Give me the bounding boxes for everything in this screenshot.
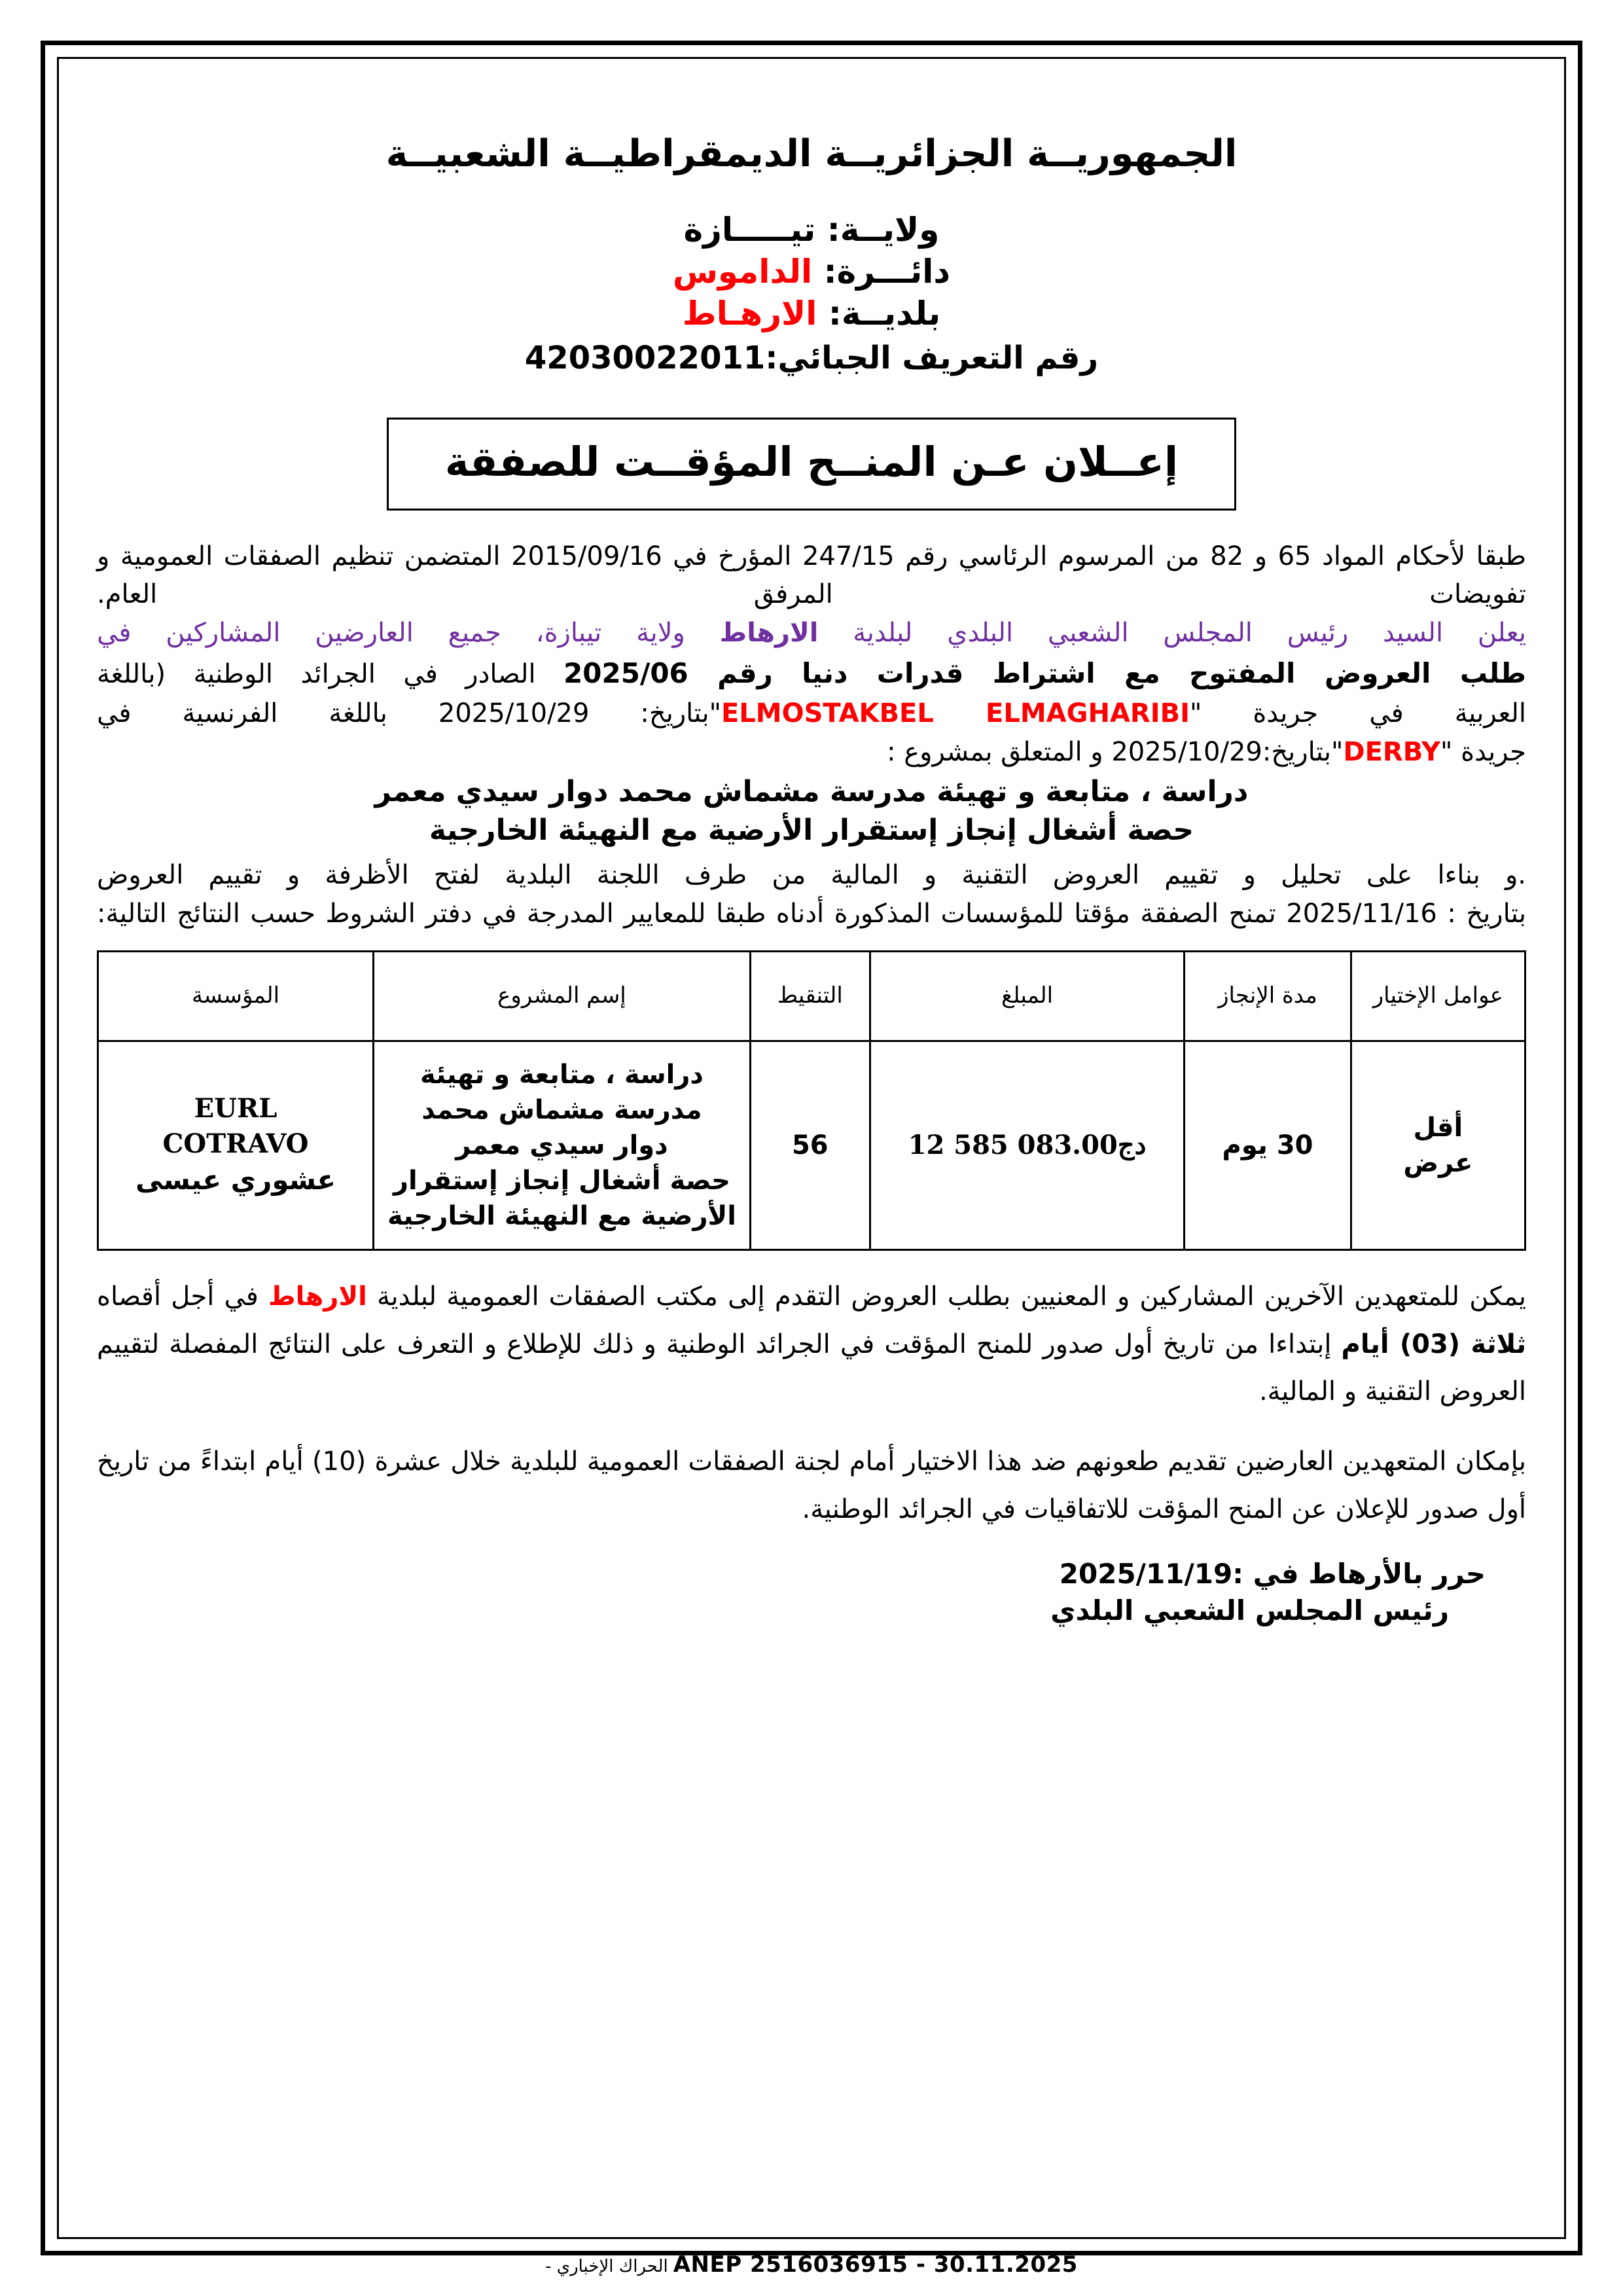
title-box-container [97,418,1526,511]
signature-signer-title: رئيس المجلس الشعبي البلدي [1050,1594,1449,1627]
announcement-title: إعــلان عـن المنــح المؤقــت للصفقة [444,438,1179,486]
signature-place-date: حرر بالأرهاط في :2025/11/19 [1059,1557,1486,1590]
page-footer [0,2251,1623,2278]
tender-number: 2025/06 [563,656,688,689]
daira-value: الداموس [672,252,813,291]
evaluation-paragraph-1: .و بناءا على تحليل و تقييم العروض التقنية و المالية من طرف اللجنة البلدية لفتح الأظرفة و تقييم العروض [97,859,1526,890]
score-header-text: التنقيط [777,982,843,1009]
appeal-paragraph-2: بإمكان المتعهدين العارضين تقديم طعونهم ضد هذا الاختيار أمام لجنة الصفقات العمومية للبلدية خلال عشرة (10) أيام ابتداءً من تاريخ أول صدور للإعلان عن المنح المؤقت للاتفاقيات في الجرائد الوطنية. [97,1446,1526,1524]
table-header-row [98,951,1525,1041]
announce-municipality: الارهاط [719,618,819,649]
appeal-paragraph-1 [97,1273,1526,1416]
page-inner-border [57,57,1566,2239]
body-paragraphs [97,538,1526,933]
footer-anep-reference: ANEP 2516036915 - 30.11.2025 [673,2251,1078,2278]
cell-criteria [1351,1041,1525,1249]
project-line-5: الأرضية مع النهيئة الخارجية [387,1200,736,1231]
project-header-text: إسم المشروع [497,982,626,1009]
project-line-4: حصة أشغال إنجاز إستقرار [393,1165,730,1196]
evaluation-paragraph-2: بتاريخ : 2025/11/16 تمنح الصفقة مؤقتا للمؤسسات المذكورة أدناه طبقا للمعايير المدرجة في دفتر الشروط حسب النتائج التالية: [97,899,1526,929]
legal-basis-paragraph: طبقا لأحكام المواد 65 و 82 من المرسوم الرئاسي رقم 247/15 المؤرخ في 2015/09/16 المتضمن تنظيم الصفقات العمومية و تفويضات المرفق العام. [97,541,1526,609]
daira-line [97,251,1526,293]
announcement-paragraph [97,615,1526,653]
appeal-municipality: الارهاط [268,1281,367,1312]
organization-arabic-name: عشوري عيسى [135,1164,336,1196]
project-line-3: دوار سيدي معمر [455,1130,668,1160]
appeal-deadline-days: ثلاثة (03) أيام [1341,1329,1527,1359]
amount-header-text: المبلغ [1001,982,1054,1009]
newspaper-ar-text-a: العربية في جريدة " [1189,698,1527,728]
criteria-line-1: أقل [1413,1112,1463,1143]
table-row [98,1041,1525,1249]
organization-header-text: المؤسسة [192,982,280,1009]
tender-reference-paragraph [97,654,1526,694]
column-header-organization [98,951,374,1041]
wilaya-line [97,209,1526,251]
table-header-row-group [98,951,1525,1041]
newspaper-arabic-name: ELMOSTAKBEL ELMAGHARIBI [721,698,1190,728]
announce-text-b: ولاية تيبازة، جميع العارضين المشاركين في [97,618,720,649]
award-results-table [97,950,1526,1251]
organization-latin-line-1: EURL [194,1093,277,1124]
column-header-project [374,951,751,1041]
footer-source: - الحراك الإخباري [545,2257,668,2276]
cell-score: 56 [750,1041,870,1249]
tax-id-line [97,338,1526,378]
administrative-lines [97,209,1526,378]
footer-inner [545,2251,1078,2278]
column-header-amount [870,951,1185,1041]
cell-duration: 30 يوم [1185,1041,1351,1249]
table-body [98,1041,1525,1249]
baladiya-value: الارهـاط [682,294,817,332]
signature-block [97,1556,1526,1630]
tax-id-label: رقم التعريف الجبائي: [765,339,1099,376]
wilaya-label: ولايــة: [827,210,940,249]
project-title-line-1: دراسة ، متابعة و تهيئة مدرسة مشماش محمد دوار سيدي معمر [374,774,1249,808]
daira-label: دائـــرة: [823,252,951,291]
appeal-text-b: في أجل أقصاه [97,1281,269,1312]
tax-id-value: 42030022011 [524,339,766,376]
project-line-2: مدرسة مشماش محمد [421,1094,702,1125]
document-content [97,88,1526,2237]
tail-paragraphs [97,1273,1526,1534]
newspaper-fr-text-b: "بتاريخ:2025/10/29 و المتعلق بمشروع : [887,737,1344,768]
column-header-duration [1185,951,1351,1041]
document-header [97,134,1526,378]
project-title-line-2: حصة أشغال إنجاز إستقرار الأرضية مع النهيئة الخارجية [429,813,1194,847]
baladiya-label: بلديــة: [828,294,941,332]
newspaper-fr-text-a: جريدة " [1440,737,1526,768]
newspaper-ar-text-b: "بتاريخ: 2025/10/29 باللغة الفرنسية في [97,698,721,728]
duration-header-text: مدة الإنجاز [1218,982,1317,1009]
column-header-score [750,951,870,1041]
cell-organization [98,1041,374,1249]
tender-text-b: الصادر في الجرائد الوطنية (باللغة [97,658,564,689]
republic-title: الجمهوريــة الجزائريــة الديمقراطيــة الشعبيــة [385,132,1238,175]
criteria-header-text: عوامل الإختيار [1372,982,1503,1009]
criteria-line-2: عرض [1403,1147,1473,1178]
newspaper-arabic-paragraph [97,695,1526,733]
baladiya-line [97,293,1526,334]
cell-amount: 12 585 083.00دج [870,1041,1185,1249]
newspaper-french-paragraph [97,734,1526,772]
newspaper-french-name: DERBY [1343,737,1440,768]
project-line-1: دراسة ، متابعة و تهيئة [419,1059,704,1090]
page-outer-border [41,41,1582,2255]
announce-text-a: يعلن السيد رئيس المجلس الشعبي البلدي لبلدية [818,618,1527,649]
column-header-criteria [1351,951,1525,1041]
announcement-title-box [387,418,1236,511]
appeal-text-a: يمكن للمتعهدين الآخرين المشاركين و المعنيين بطلب العروض التقدم إلى مكتب الصفقات العمومية لبلدية [366,1281,1526,1312]
tender-text-a: طلب العروض المفتوح مع اشتراط قدرات دنيا رقم [688,656,1526,689]
appeal-text-c: إبتداءا من تاريخ أول صدور للمنح المؤقت في الجرائد الوطنية و ذلك للإطلاع و التعرف على النتائج المفصلة لتقييم العروض التقنية و المالية. [97,1329,1526,1407]
wilaya-value: تيـــــازة [683,210,816,249]
organization-latin-line-2: COTRAVO [162,1128,309,1160]
cell-project [374,1041,751,1249]
